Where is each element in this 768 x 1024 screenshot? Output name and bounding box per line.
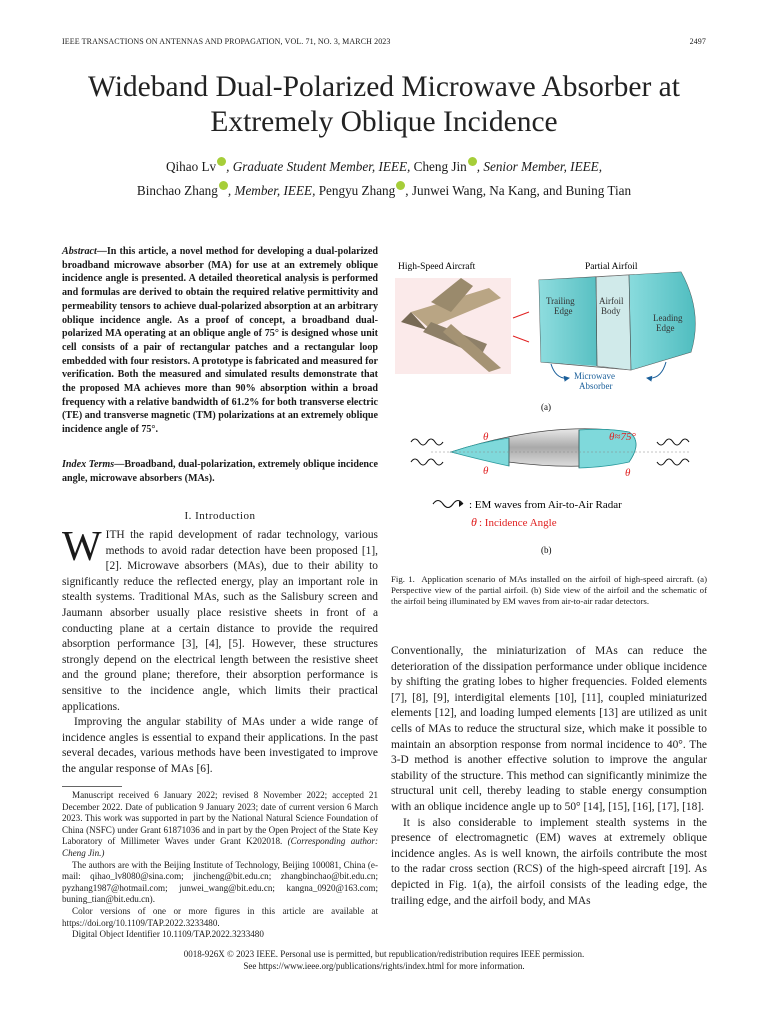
subfigure-label-b: (b)	[541, 545, 552, 555]
page-number: 2497	[689, 37, 706, 46]
body-paragraph-2: It is also considerable to implement stealth systems in the presence of electromagnetic (EM) waves at extremely oblique incidence angles. As is well known, the airfoils contribute the most to the radar cross section (RCS) of the high-speed aircraft [19]. As depicted in Fig. 1(a), the airfoil consists of the leading edge, the trailing edge, and the airfoil body, and MAs	[391, 816, 707, 907]
copyright-line-2[interactable]: See https://www.ieee.org/publications/rights/index.html for more information.	[243, 961, 525, 971]
section-heading: I. Introduction	[184, 510, 256, 522]
author-names-rest: , Junwei Wang, Na Kang, and Buning Tian	[405, 183, 632, 198]
title-line-2: Extremely Oblique Incidence	[210, 106, 558, 138]
author-role: , Senior Member, IEEE,	[476, 159, 603, 174]
figure-legend	[433, 499, 622, 529]
label-airfoil-body-1: Airfoil	[599, 296, 624, 306]
copyright-line-1: 0018-926X © 2023 IEEE. Personal use is permitted, but republication/redistribution requires IEEE permission.	[183, 949, 585, 959]
label-ma-2: Absorber	[579, 381, 613, 391]
author-list	[40, 155, 728, 203]
theta-75-label: θ≈75°	[609, 431, 636, 443]
label-trailing-edge-1: Trailing	[546, 296, 575, 306]
label-ma-1: Microwave	[574, 371, 615, 381]
label-aircraft: High-Speed Aircraft	[398, 262, 476, 272]
author-role: , Graduate Student Member, IEEE,	[226, 159, 414, 174]
author-name: Binchao Zhang	[136, 183, 218, 198]
copyright-notice	[40, 948, 728, 972]
label-trailing-edge-2: Edge	[554, 306, 573, 316]
body-paragraph-1: Conventionally, the miniaturization of MAs can reduce the deterioration of the dissipation performance under oblique incidence by shifting the grating lobes to higher frequencies. Folded elements [7], [8], [9], interdigital elements [10], [11], coupled miniaturized elements [12], and loading lumped elements [13] are utilized as unit cells of MAs to reduce the structural size, which make it possible to maintain an absorption response from normal incidence to 40°. The 3-D method is another effective solution to improve the angular stability of the structure. This method can significantly minimize the structural unit cell, thereby leading to stable energy consumption with an oblique incidence angle up to 50° [14], [15], [16], [17], [18].	[391, 645, 707, 813]
orcid-icon[interactable]	[468, 157, 477, 166]
author-role: , Member, IEEE,	[227, 183, 319, 198]
footnote-affiliation: The authors are with the Beijing Institute of Technology, Beijing 100081, China (e-mail: qihao_lv8080@sina.com; jincheng@bit.edu.cn; zhangbinchao@bit.edu.cn; pyzhang1987@hotmail.com; junwei_wang@bit.edu.cn; kangna_0920@163.com; buning_tian@bit.edu.cn).	[62, 859, 378, 905]
orcid-icon[interactable]	[217, 157, 226, 166]
index-terms-text: —Broadband, dual-polarization, extremely oblique incidence angle, microwave absorbers (MAs).	[62, 459, 378, 484]
index-terms-label: Index Terms	[62, 459, 115, 470]
label-airfoil-body-2: Body	[601, 306, 621, 316]
orcid-icon[interactable]	[396, 181, 405, 190]
drop-cap: W	[62, 524, 102, 570]
legend-em-waves: : EM waves from Air-to-Air Radar	[469, 499, 622, 511]
theta-symbol: θ	[625, 467, 631, 479]
author-line-2	[40, 179, 728, 203]
theta-symbol: θ	[483, 431, 489, 443]
author-name: Pengyu Zhang	[318, 183, 396, 198]
aircraft-illustration	[395, 278, 511, 374]
orcid-icon[interactable]	[219, 181, 228, 190]
label-airfoil: Partial Airfoil	[585, 262, 638, 272]
index-terms	[62, 458, 378, 485]
footnote-doi: Digital Object Identifier 10.1109/TAP.2022.3233480	[72, 929, 264, 940]
intro-body	[62, 524, 378, 778]
footnote	[62, 790, 378, 941]
abstract	[62, 245, 378, 437]
journal-name: IEEE TRANSACTIONS ON ANTENNAS AND PROPAGATION, VOL. 71, NO. 3, MARCH 2023	[62, 37, 391, 46]
title-line-1: Wideband Dual-Polarized Microwave Absorber at	[88, 71, 680, 103]
intro-paragraph-1: WITH the rapid development of radar technology, various methods to avoid radar detection have been proposed [1], [2]. Microwave absorbers (MAs), due to their ability to significantly reduce the reflected energy, play an important role in stealth systems. Traditional MAs, such as the Salisbury screen and Jaumann absorber usually place resistive sheets in front of a conducting plane at a certain distance to provide the required absorption performance [3], [4], [5]. However, these structures strongly depend on the electrical length between the resistive sheet and the ground plane; therefore, their absorption performance is sensitive to the incidence angle, which limits their practical applications.	[62, 524, 378, 713]
footnote-color[interactable]: Color versions of one or more figures in this article are available at https://doi.org/10.1109/TAP.2022.3233480.	[62, 905, 378, 928]
label-leading-edge-1: Leading	[653, 313, 683, 323]
legend-incidence-angle: : Incidence Angle	[479, 517, 557, 529]
abstract-text: —In this article, a novel method for developing a dual-polarized broadband microwave absorber (MA) for use at an extremely oblique incidence angle is presented. A detailed theoretical analysis is performed and formulas are derived to obtain the required relative permittivity and permeability tensors to achieve dual-polarized absorption at an arbitrary oblique incidence angle. As a proof of concept, a broadband dual-polarized MA operating at an oblique angle of 75° is designed whose unit cell consists of a pair of rectangular patches and a rectangular loop embedded with four resistors. A prototype is fabricated and measured for verification. Both the measured and simulated results demonstrate that the proposed MA achieves more than 90% absorption within a broad frequency with a relative bandwidth of 61.2% for both transverse electric (TE) and transverse magnetic (TM) polarizations at an extremely oblique incidence angle of 75°.	[62, 246, 378, 436]
legend-theta-symbol: θ	[471, 515, 477, 529]
caption-label: Fig. 1.	[391, 574, 415, 584]
right-column-body	[391, 644, 707, 909]
caption-text: Application scenario of MAs installed on the airfoil of high-speed aircraft. (a) Perspective view of the partial airfoil. (b) Side view of the airfoil and the schematic of the airfoil being illuminated by EM waves from air-to-air radar detectors.	[391, 574, 708, 606]
figure-1	[391, 252, 707, 557]
subfigure-label-a: (a)	[541, 402, 551, 412]
paper-title	[40, 70, 728, 140]
intro-paragraph-2: Improving the angular stability of MAs under a wide range of incidence angles is essential to expand their applications. In the past several decades, various methods have been investigated to improve the angular response of MAs [6].	[62, 716, 378, 775]
figure-caption	[391, 574, 707, 607]
footnote-manuscript: Manuscript received 6 January 2022; revised 8 November 2022; accepted 21 December 2022. Date of publication 9 January 2023; date of current version 6 March 2023. This work was supported in part by the National Natural Science Foundation of China (NSFC) under Grant 61871036 and in part by the Open Project of the State Key Laboratory of Millimeter Waves under Grant K202018. (Corresponding author: Cheng Jin.)	[62, 790, 379, 858]
footnote-divider	[62, 786, 122, 787]
theta-symbol: θ	[483, 465, 489, 477]
running-head	[62, 37, 706, 46]
author-name: Qihao Lv	[165, 159, 217, 174]
author-line-1	[40, 155, 728, 179]
author-name: Cheng Jin	[413, 159, 467, 174]
label-leading-edge-2: Edge	[656, 323, 675, 333]
abstract-label: Abstract	[62, 246, 97, 257]
